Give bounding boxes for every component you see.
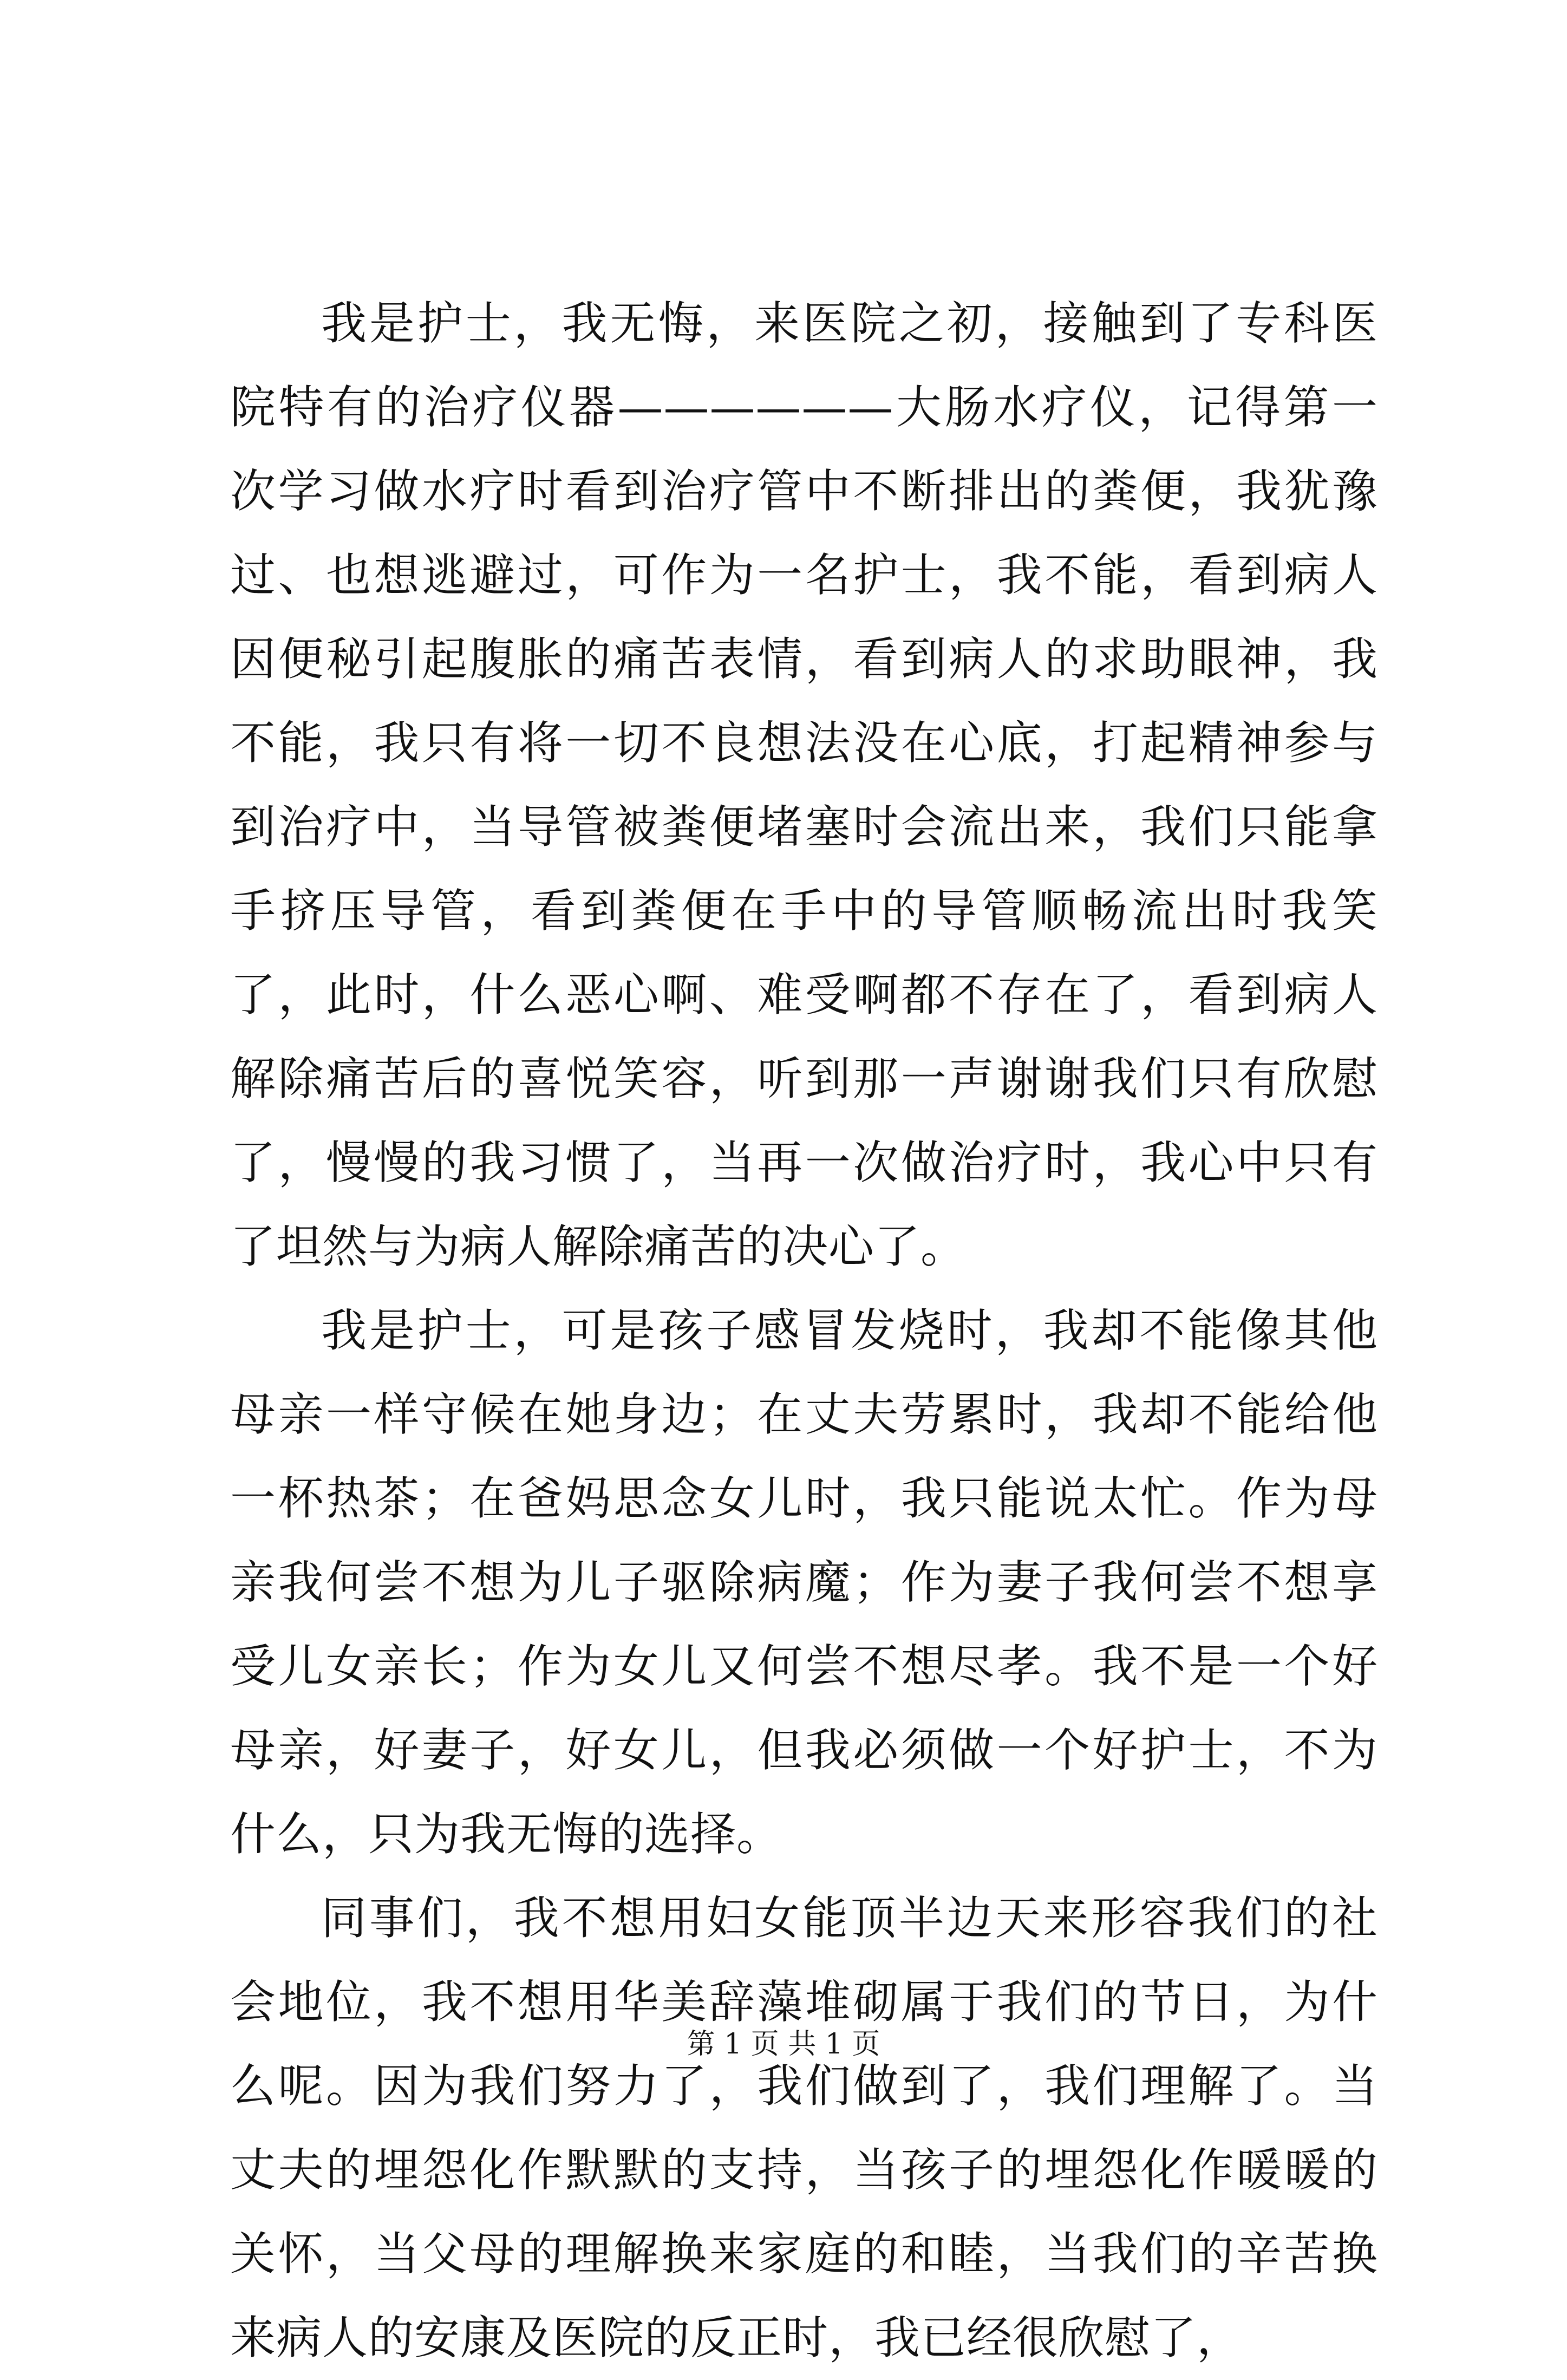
paragraph: 我是护士，我无悔，来医院之初，接触到了专科医院特有的治疗仪器——————大肠水疗仪，记得第一次学习做水疗时看到治疗管中不断排出的粪便，我犹豫过、也想逃避过，可作为一名护士，我不能，看到病人因便秘引起腹胀的痛苦表情，看到病人的求助眼神，我不能，我只有将一切不良想法没在心底，打起精神参与到治疗中，当导管被粪便堵塞时会流出来，我们只能拿手挤压导管，看到粪便在手中的导管顺畅流出时我笑了，此时，什么恶心啊、难受啊都不存在了，看到病人解除痛苦后的喜悦笑容，听到那一声谢谢我们只有欣慰了，慢慢的我习惯了，当再一次做治疗时，我心中只有了坦然与为病人解除痛苦的决心了。 <box>230 297 1378 1273</box>
paragraph: 同事们，我不想用妇女能顶半边天来形容我们的社会地位，我不想用华美辞藻堆砌属于我们的节日，为什么呢。因为我们努力了，我们做到了，我们理解了。当丈夫的埋怨化作默默的支持，当孩子的埋怨化作暖暖的关怀，当父母的理解换来家庭的和睦，当我们的辛苦换来病人的安康及医院的反正时，我已经很欣慰了， <box>230 1892 1378 2364</box>
document-body <box>230 282 1378 2380</box>
page-number-footer: 第 1 页 共 1 页 <box>687 2028 880 2061</box>
paragraph: 我是护士，可是孩子感冒发烧时，我却不能像其他母亲一样守候在她身边；在丈夫劳累时，我却不能给他一杯热茶；在爸妈思念女儿时，我只能说太忙。作为母亲我何尝不想为儿子驱除病魔；作为妻子我何尝不想享受儿女亲长；作为女儿又何尝不想尽孝。我不是一个好母亲，好妻子，好女儿，但我必须做一个好护士，不为什么，只为我无悔的选择。 <box>230 1304 1378 1861</box>
